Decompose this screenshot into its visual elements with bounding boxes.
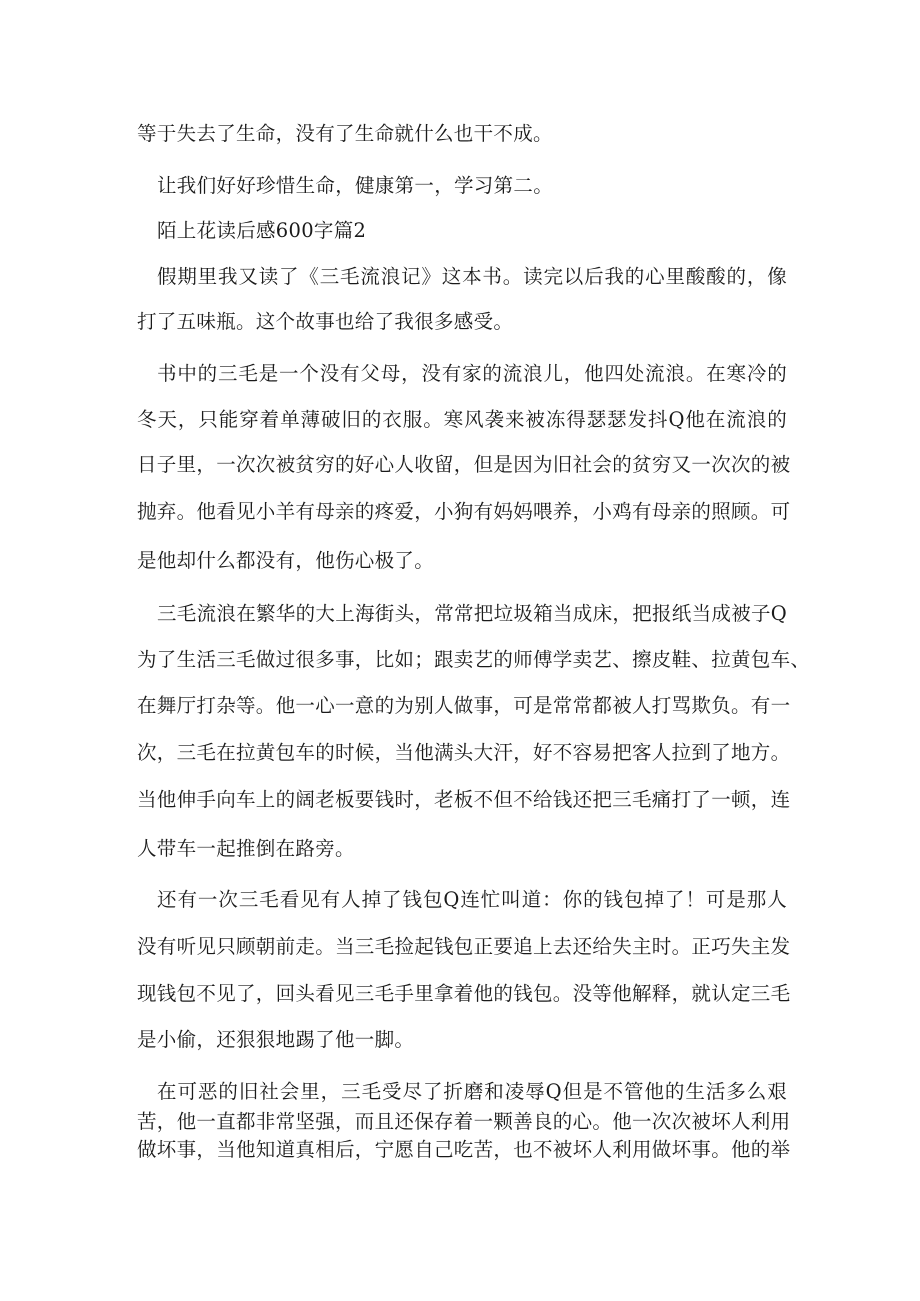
paragraph-line: 没有听见只顾朝前走。当三毛捡起钱包正要追上去还给失主时。正巧失主发 bbox=[137, 935, 791, 958]
paragraph-line: 做坏事，当他知道真相后，宁愿自己吃苦，也不被坏人利用做坏事。他的举 bbox=[137, 1138, 791, 1161]
paragraph-line: 书中的三毛是一个没有父母，没有家的流浪儿，他四处流浪。在寒冷的 bbox=[157, 362, 787, 385]
paragraph-line: 让我们好好珍惜生命，健康第一，学习第二。 bbox=[157, 174, 554, 197]
paragraph-line: 假期里我又读了《三毛流浪记》这本书。读完以后我的心里酸酸的，像 bbox=[157, 265, 787, 288]
paragraph-line: 冬天，只能穿着单薄破旧的衣服。寒风袭来被冻得瑟瑟发抖Q他在流浪的 bbox=[137, 408, 787, 431]
paragraph-line: 人带车一起推倒在路旁。 bbox=[137, 837, 355, 860]
paragraph-line: 次，三毛在拉黄包车的时候，当他满头大汗，好不容易把客人拉到了地方。 bbox=[137, 741, 791, 764]
paragraph-line: 是他却什么都没有，他伤心极了。 bbox=[137, 549, 435, 572]
paragraph-line: 在可恶的旧社会里，三毛受尽了折磨和凌辱Q但是不管他的生活多么艰 bbox=[157, 1080, 787, 1103]
paragraph-line: 日子里，一次次被贫穷的好心人收留，但是因为旧社会的贫穷又一次次的被 bbox=[137, 453, 791, 476]
paragraph-line: 抛弃。他看见小羊有母亲的疼爱，小狗有妈妈喂养，小鸡有母亲的照顾。可 bbox=[137, 500, 791, 523]
paragraph-line: 在舞厅打杂等。他一心一意的为别人做事，可是常常都被人打骂欺负。有一 bbox=[137, 694, 791, 717]
paragraph-line: 还有一次三毛看见有人掉了钱包Q连忙叫道：你的钱包掉了！可是那人 bbox=[157, 888, 787, 911]
paragraph-line: 打了五味瓶。这个故事也给了我很多感受。 bbox=[137, 310, 514, 333]
section-heading: 陌上花读后感600字篇2 bbox=[157, 219, 367, 242]
paragraph-line: 当他伸手向车上的阔老板要钱时，老板不但不给钱还把三毛痛打了一顿，连 bbox=[137, 788, 791, 811]
paragraph-line: 三毛流浪在繁华的大上海街头，常常把垃圾箱当成床，把报纸当成被子Q bbox=[157, 602, 788, 625]
paragraph-line: 等于失去了生命，没有了生命就什么也干不成。 bbox=[137, 122, 553, 145]
paragraph-line: 苦，他一直都非常坚强，而且还保存着一颗善良的心。他一次次被坏人利用 bbox=[137, 1110, 791, 1133]
paragraph-line: 为了生活三毛做过很多事，比如；跟卖艺的师傅学卖艺、擦皮鞋、拉黄包车、 bbox=[137, 648, 811, 671]
paragraph-line: 现钱包不见了，回头看见三毛手里拿着他的钱包。没等他解释，就认定三毛 bbox=[137, 982, 791, 1005]
paragraph-line: 是小偷，还狠狠地踢了他一脚。 bbox=[137, 1028, 415, 1051]
